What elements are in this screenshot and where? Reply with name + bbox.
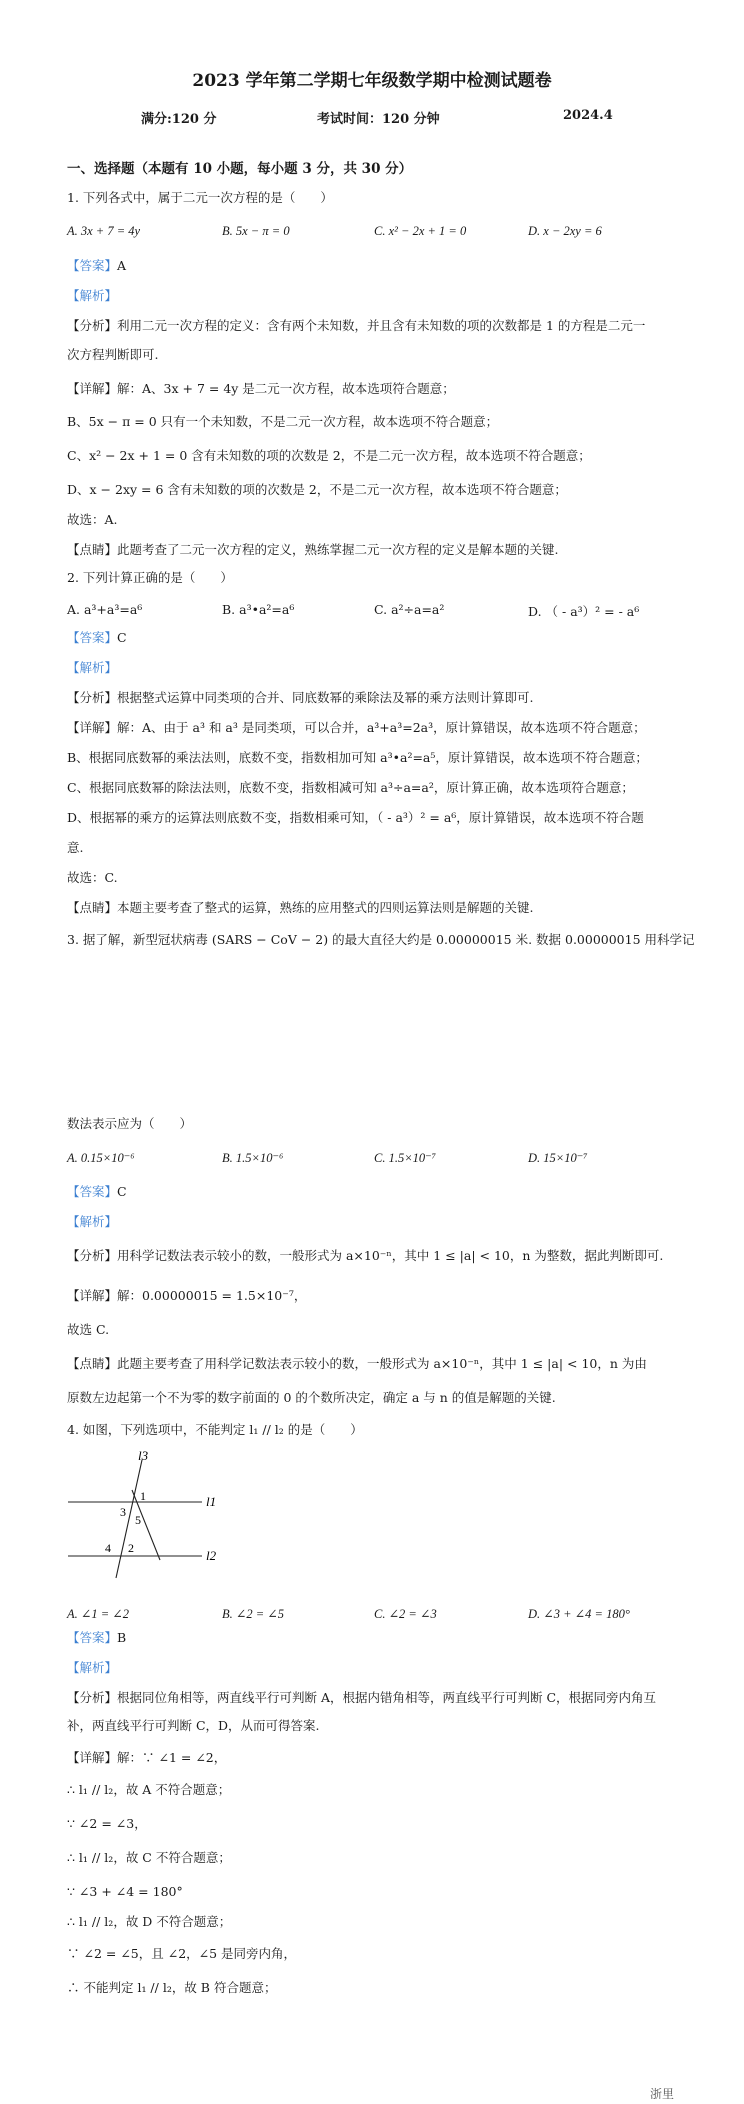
q4-option-c: C. ∠2 = ∠3 — [374, 1607, 437, 1621]
q4-answer-value: B — [117, 1630, 127, 1645]
q2-option-d: D. （ - a³）² = - a⁶ — [528, 604, 640, 619]
section-heading: 一、选择题（本题有 10 小题，每小题 3 分，共 30 分） — [67, 161, 413, 177]
q3-analysis-label: 【解析】 — [67, 1214, 118, 1229]
q1-choose: 故选：A. — [67, 512, 118, 527]
q3-option-b: B. 1.5×10⁻⁶ — [222, 1151, 284, 1165]
q3-stem-line2: 数法表示应为（ ） — [67, 1116, 193, 1131]
label-l1: l1 — [206, 1494, 217, 1509]
q3-comment-line1: 【点睛】此题主要考查了用科学记数法表示较小的数，一般形式为 a×10⁻ⁿ，其中 1 ≤ |a| < 10，n 为由 — [67, 1356, 647, 1371]
page-footer: 浙里 — [649, 2087, 674, 2101]
q2-stem: 2. 下列计算正确的是（ ） — [67, 570, 233, 585]
angle-2: 2 — [128, 1541, 134, 1555]
q2-option-b: B. a³•a²=a⁶ — [222, 602, 295, 617]
q2-answer — [67, 630, 127, 646]
q2-option-a: A. a³+a³=a⁶ — [67, 602, 143, 617]
q2-detail-b: B、根据同底数幂的乘法法则，底数不变，指数相加可知 a³•a²=a⁵，原计算错误，故本选项不符合题意； — [67, 750, 648, 765]
answer-label: 【答案】 — [67, 1630, 118, 1645]
q1-analysis-line1: 【分析】利用二元一次方程的定义：含有两个未知数，并且含有未知数的项的次数都是 1 的方程是二元一 — [67, 318, 646, 333]
angle-5: 5 — [135, 1513, 141, 1527]
q3-detail: 【详解】解：0.00000015 = 1.5×10⁻⁷， — [67, 1288, 307, 1303]
exam-title: 2023 学年第二学期七年级数学期中检测试题卷 — [192, 71, 552, 91]
q4-analysis-line2: 补，两直线平行可判断 C，D，从而可得答案. — [67, 1718, 320, 1733]
q2-detail-c: C、根据同底数幂的除法法则，底数不变，指数相减可知 a³÷a=a²，原计算正确，故本选项符合题意； — [67, 780, 634, 795]
q4-step: ∵ ∠2 = ∠3， — [67, 1816, 147, 1831]
q4-step: 【详解】解：∵ ∠1 = ∠2， — [67, 1750, 227, 1765]
q4-step: ∴ l₁ // l₂，故 C 不符合题意； — [67, 1850, 231, 1865]
q1-answer-value: A — [117, 258, 127, 273]
answer-label: 【答案】 — [67, 630, 118, 645]
q3-analysis: 【分析】用科学记数法表示较小的数，一般形式为 a×10⁻ⁿ，其中 1 ≤ |a| < 10，n 为整数，据此判断即可. — [67, 1248, 664, 1263]
q1-analysis-label: 【解析】 — [67, 288, 118, 303]
q4-option-b: B. ∠2 = ∠5 — [222, 1607, 285, 1621]
q1-detail-b: B、5x − π = 0 只有一个未知数，不是二元一次方程，故本选项不符合题意； — [67, 414, 499, 429]
q2-detail-d-line2: 意. — [67, 840, 84, 855]
q4-stem: 4. 如图，下列选项中，不能判定 l₁ // l₂ 的是（ ） — [67, 1422, 363, 1437]
q2-answer-value: C — [117, 630, 127, 645]
q3-option-d: D. 15×10⁻⁷ — [528, 1151, 588, 1165]
q1-option-c: C. x² − 2x + 1 = 0 — [374, 224, 467, 238]
q3-choose: 故选 C. — [67, 1322, 110, 1337]
q1-stem: 1. 下列各式中，属于二元一次方程的是（ ） — [67, 190, 333, 205]
q2-detail-a: 【详解】解：A、由于 a³ 和 a³ 是同类项，可以合并，a³+a³=2a³，原计算错误，故本选项不符合题意； — [67, 720, 646, 735]
q1-detail-d: D、x − 2xy = 6 含有未知数的项的次数是 2，不是二元一次方程，故本选项不符合题意； — [67, 482, 567, 497]
q4-step: ∴ l₁ // l₂，故 A 不符合题意； — [67, 1782, 231, 1797]
q1-detail-a: 【详解】解：A、3x + 7 = 4y 是二元一次方程，故本选项符合题意； — [67, 381, 455, 396]
q4-step: ∴ l₁ // l₂，故 D 不符合题意； — [67, 1914, 232, 1929]
angle-4: 4 — [105, 1541, 111, 1555]
q2-analysis-label: 【解析】 — [67, 660, 118, 675]
q4-step: ∴ 不能判定 l₁ // l₂，故 B 符合题意； — [67, 1980, 277, 1995]
full-score: 满分:120 分 — [141, 112, 217, 127]
parallel-lines-figure — [60, 1448, 240, 1590]
q2-choose: 故选：C. — [67, 870, 118, 885]
q4-step: ∵ ∠3 + ∠4 = 180° — [67, 1884, 183, 1899]
q4-step: ∵ ∠2 = ∠5，且 ∠2，∠5 是同旁内角， — [67, 1946, 297, 1961]
q4-option-d: D. ∠3 + ∠4 = 180° — [528, 1607, 630, 1621]
q1-option-d: D. x − 2xy = 6 — [528, 224, 602, 238]
label-l2: l2 — [206, 1548, 217, 1563]
q2-option-c: C. a²÷a=a² — [374, 602, 445, 617]
q4-analysis-line1: 【分析】根据同位角相等，两直线平行可判断 A，根据内错角相等，两直线平行可判断 C，根据同旁内角互 — [67, 1690, 657, 1705]
q2-comment: 【点睛】本题主要考查了整式的运算，熟练的应用整式的四则运算法则是解题的关键. — [67, 900, 534, 915]
q3-option-a: A. 0.15×10⁻⁶ — [67, 1151, 135, 1165]
exam-date: 2024.4 — [563, 108, 613, 123]
exam-time: 考试时间：120 分钟 — [317, 112, 440, 127]
angle-3: 3 — [120, 1505, 126, 1519]
q1-option-b: B. 5x − π = 0 — [222, 224, 290, 238]
q1-option-a: A. 3x + 7 = 4y — [67, 224, 141, 238]
q3-option-c: C. 1.5×10⁻⁷ — [374, 1151, 437, 1165]
q3-answer — [67, 1184, 127, 1200]
q4-answer — [67, 1630, 126, 1646]
q1-comment: 【点睛】此题考查了二元一次方程的定义，熟练掌握二元一次方程的定义是解本题的关键. — [67, 542, 559, 557]
q3-stem-line1: 3. 据了解，新型冠状病毒 (SARS − CoV − 2) 的最大直径大约是 0.00000015 米. 数据 0.00000015 用科学记 — [67, 932, 695, 947]
q4-analysis-label: 【解析】 — [67, 1660, 118, 1675]
q1-detail-c: C、x² − 2x + 1 = 0 含有未知数的项的次数是 2，不是二元一次方程，故本选项不符合题意； — [67, 448, 591, 463]
answer-label: 【答案】 — [67, 1184, 118, 1199]
angle-1: 1 — [140, 1489, 146, 1503]
label-l3: l3 — [138, 1448, 149, 1463]
q1-analysis-line2: 次方程判断即可. — [67, 347, 159, 362]
q3-answer-value: C — [117, 1184, 127, 1199]
q2-analysis: 【分析】根据整式运算中同类项的合并、同底数幂的乘除法及幂的乘方法则计算即可. — [67, 690, 534, 705]
q2-detail-d-line1: D、根据幂的乘方的运算法则底数不变，指数相乘可知，（ - a³）² = a⁶，原计算错误，故本选项不符合题 — [67, 810, 644, 825]
q1-answer — [67, 258, 126, 274]
answer-label: 【答案】 — [67, 258, 118, 273]
q4-option-a: A. ∠1 = ∠2 — [67, 1607, 130, 1621]
q3-comment-line2: 原数左边起第一个不为零的数字前面的 0 的个数所决定，确定 a 与 n 的值是解题的关键. — [67, 1390, 556, 1405]
